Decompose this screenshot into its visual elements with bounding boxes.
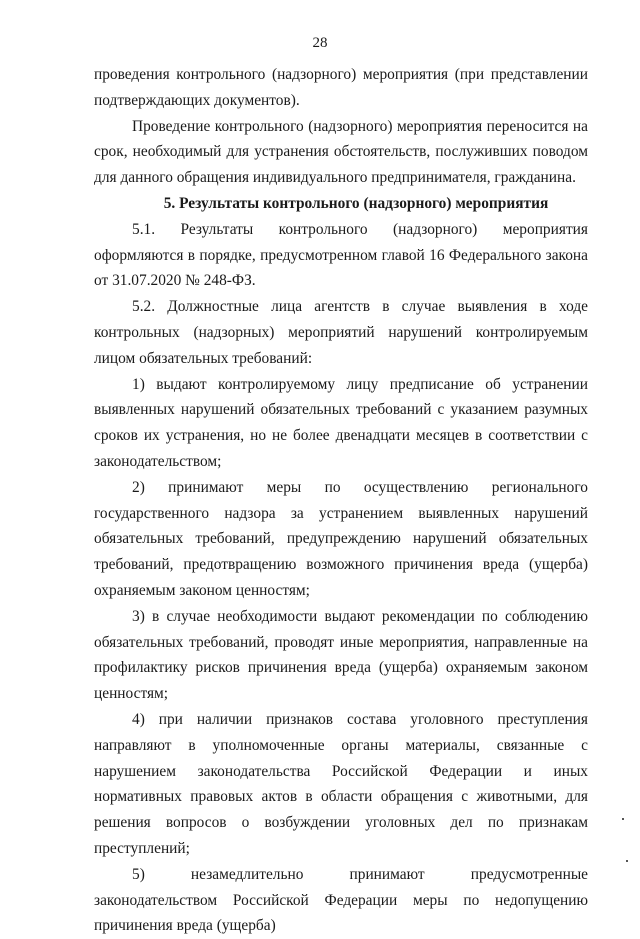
paragraph-continuation: проведения контрольного (надзорного) мероприятия (при представлении подтверждающих документов). bbox=[94, 66, 588, 109]
list-item-5: 5) незамедлительно принимают предусмотренные законодательством Российской Федерации меры по недопущению причинения вреда (ущерба) bbox=[94, 865, 588, 935]
page-number: 28 bbox=[312, 35, 328, 51]
list-item-4: 4) при наличии признаков состава уголовного преступления направляют в уполномоченные органы материалы, связанные с нарушением законодательства Российской Федерации и иных нормативных правовых актов в области обращения с животными, для решения вопросов о возбуждении уголовных дел по признакам преступлений; bbox=[94, 710, 588, 857]
list-item-1: 1) выдают контролируемому лицу предписание об устранении выявленных нарушений обязательных требований с указанием разумных сроков их устранения, но не более двенадцати месяцев в соответствии с законодательством; bbox=[94, 375, 588, 470]
scan-artifact bbox=[622, 818, 624, 820]
scan-artifact bbox=[626, 860, 628, 862]
list-item-3: 3) в случае необходимости выдают рекомендации по соблюдению обязательных требований, проводят иные мероприятия, направленные на профилактику рисков причинения вреда (ущерба) охраняемым законом ценностям; bbox=[94, 607, 588, 703]
paragraph-postponement: Проведение контрольного (надзорного) мероприятия переносится на срок, необходимый для устранения обстоятельств, послуживших поводом для данного обращения индивидуального предпринимателя, гражданина. bbox=[94, 117, 588, 187]
paragraph-5-2: 5.2. Должностные лица агентств в случае выявления в ходе контрольных (надзорных) мероприятий нарушений контролируемым лицом обязательных требований: bbox=[94, 298, 588, 367]
document-body bbox=[94, 62, 588, 939]
section-heading: 5. Результаты контрольного (надзорного) мероприятия bbox=[163, 194, 549, 212]
paragraph-5-1: 5.1. Результаты контрольного (надзорного) мероприятия оформляются в порядке, предусмотренном главой 16 Федерального закона от 31.07.2020 № 248-ФЗ. bbox=[94, 220, 588, 290]
list-item-2: 2) принимают меры по осуществлению регионального государственного надзора за устранением выявленных нарушений обязательных требований, предупреждению нарушений обязательных требований, предотвращению возможного причинения вреда (ущерба) охраняемым законом ценностям; bbox=[94, 478, 588, 599]
